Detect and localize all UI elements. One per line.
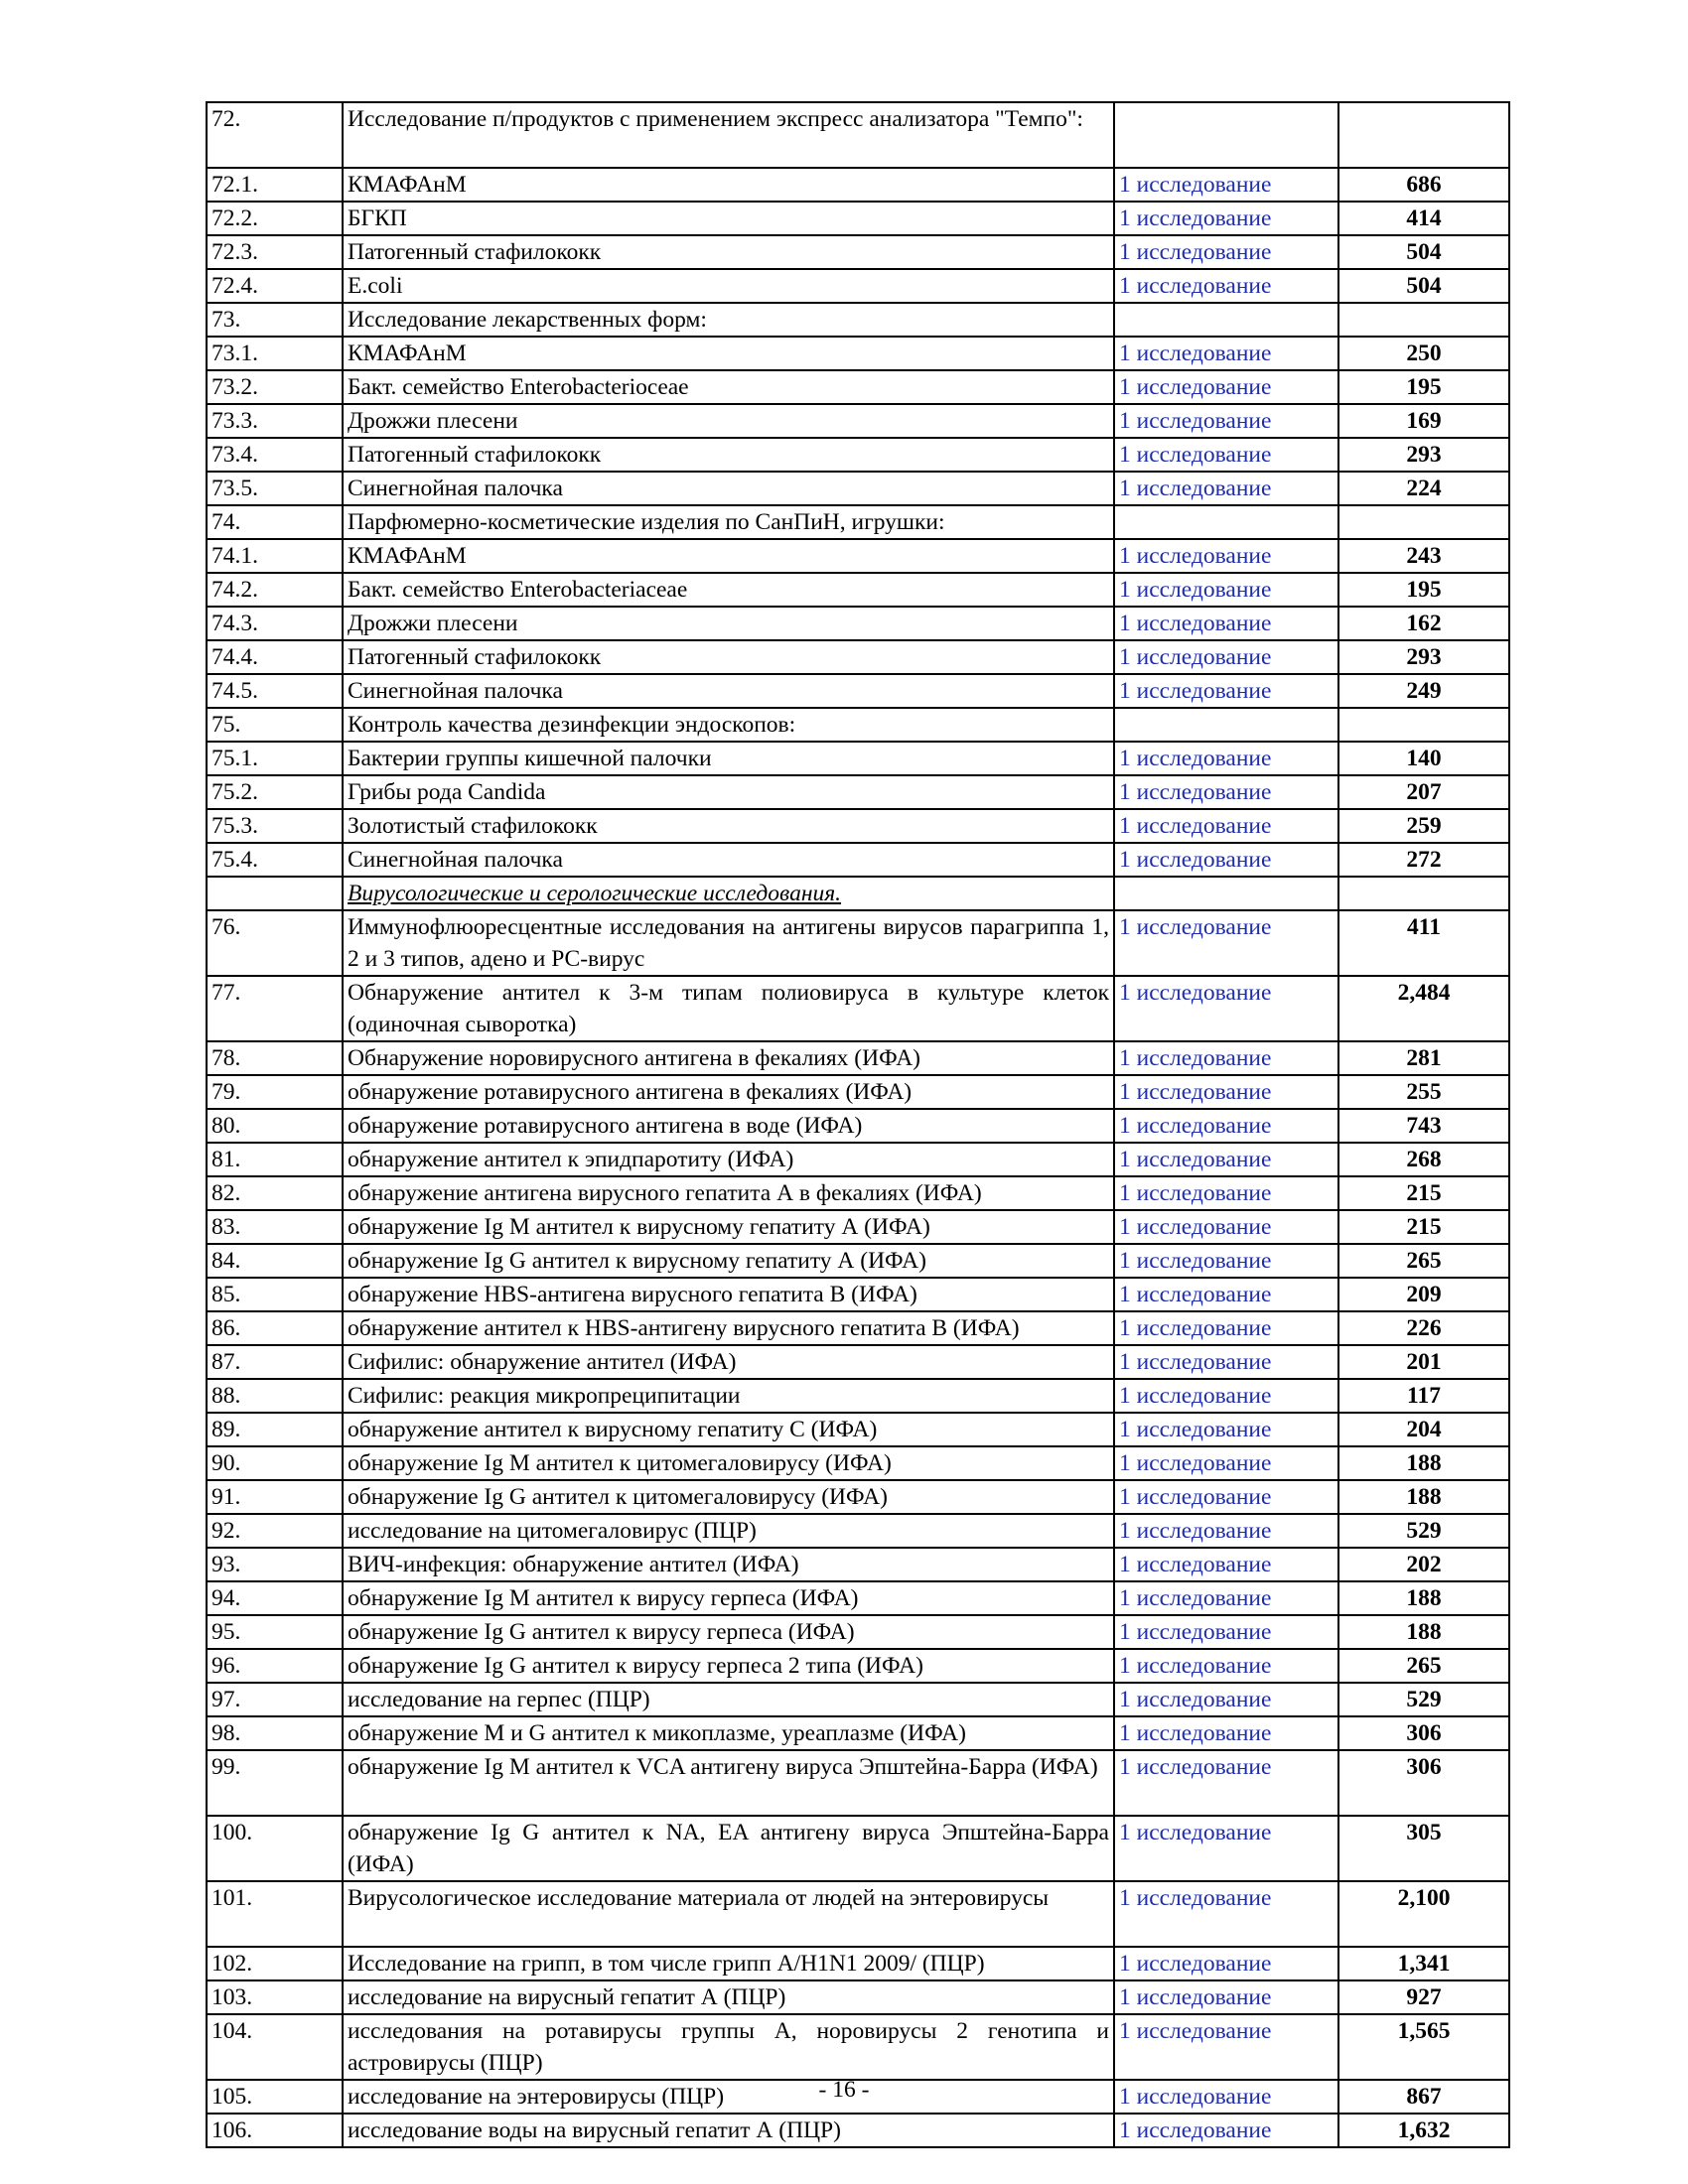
cell-unit: 1 исследование	[1114, 1750, 1338, 1816]
table-row	[207, 2014, 1509, 2080]
cell-price: 504	[1338, 269, 1509, 303]
cell-item-number: 76.	[207, 910, 343, 976]
cell-price: 209	[1338, 1278, 1509, 1311]
cell-service-name: КМАФАнМ	[343, 539, 1114, 573]
table-row	[207, 1413, 1509, 1446]
cell-item-number: 74.2.	[207, 573, 343, 607]
cell-price: 117	[1338, 1379, 1509, 1413]
cell-unit: 1 исследование	[1114, 1816, 1338, 1881]
cell-item-number: 74.5.	[207, 674, 343, 708]
cell-price	[1338, 303, 1509, 337]
cell-unit: 1 исследование	[1114, 775, 1338, 809]
cell-service-name: Синегнойная палочка	[343, 674, 1114, 708]
cell-unit: 1 исследование	[1114, 370, 1338, 404]
table-row	[207, 640, 1509, 674]
cell-unit: 1 исследование	[1114, 269, 1338, 303]
cell-service-name: Бакт. семейство Enterobacteriaceae	[343, 573, 1114, 607]
cell-service-name: исследование на герпес (ПЦР)	[343, 1683, 1114, 1716]
table-row	[207, 1244, 1509, 1278]
cell-price: 927	[1338, 1980, 1509, 2014]
cell-service-name: обнаружение антигена вирусного гепатита А в фекалиях (ИФА)	[343, 1176, 1114, 1210]
cell-item-number: 101.	[207, 1881, 343, 1947]
cell-unit: 1 исследование	[1114, 202, 1338, 235]
cell-item-number: 79.	[207, 1075, 343, 1109]
cell-service-name: обнаружение Ig G антител к цитомегаловирусу (ИФА)	[343, 1480, 1114, 1514]
cell-unit: 1 исследование	[1114, 742, 1338, 775]
cell-price: 201	[1338, 1345, 1509, 1379]
cell-unit: 1 исследование	[1114, 2014, 1338, 2080]
cell-service-name: Сифилис: обнаружение антител (ИФА)	[343, 1345, 1114, 1379]
cell-service-name: Вирусологические и серологические исследования.	[343, 877, 1114, 910]
cell-unit: 1 исследование	[1114, 1683, 1338, 1716]
cell-price: 281	[1338, 1041, 1509, 1075]
cell-unit: 1 исследование	[1114, 1244, 1338, 1278]
cell-item-number: 72.	[207, 102, 343, 168]
table-row	[207, 1816, 1509, 1881]
table-row	[207, 1750, 1509, 1816]
table-row	[207, 102, 1509, 168]
cell-price	[1338, 102, 1509, 168]
cell-service-name: обнаружение Ig M антител к цитомегаловирусу (ИФА)	[343, 1446, 1114, 1480]
cell-service-name: исследование на цитомегаловирус (ПЦР)	[343, 1514, 1114, 1548]
table-row	[207, 742, 1509, 775]
cell-unit: 1 исследование	[1114, 1210, 1338, 1244]
table-row	[207, 1210, 1509, 1244]
cell-price: 265	[1338, 1244, 1509, 1278]
cell-service-name: ВИЧ-инфекция: обнаружение антител (ИФА)	[343, 1548, 1114, 1581]
cell-price: 1,632	[1338, 2114, 1509, 2147]
cell-service-name: обнаружение Ig M антител к вирусу герпеса (ИФА)	[343, 1581, 1114, 1615]
cell-unit: 1 исследование	[1114, 235, 1338, 269]
cell-service-name: обнаружение антител к HBS-антигену вирусного гепатита В (ИФА)	[343, 1311, 1114, 1345]
table-row	[207, 607, 1509, 640]
cell-service-name: Золотистый стафилококк	[343, 809, 1114, 843]
cell-item-number: 84.	[207, 1244, 343, 1278]
cell-unit	[1114, 877, 1338, 910]
cell-item-number: 89.	[207, 1413, 343, 1446]
cell-service-name: Исследование п/продуктов с применением экспресс анализатора "Темпо":	[343, 102, 1114, 168]
cell-price: 207	[1338, 775, 1509, 809]
cell-item-number: 88.	[207, 1379, 343, 1413]
cell-price: 226	[1338, 1311, 1509, 1345]
table-row	[207, 472, 1509, 505]
cell-unit: 1 исследование	[1114, 1716, 1338, 1750]
cell-price: 305	[1338, 1816, 1509, 1881]
cell-item-number: 86.	[207, 1311, 343, 1345]
cell-service-name: обнаружение антител к вирусному гепатиту С (ИФА)	[343, 1413, 1114, 1446]
table-row	[207, 1041, 1509, 1075]
cell-unit: 1 исследование	[1114, 1413, 1338, 1446]
cell-service-name: обнаружение ротавирусного антигена в фекалиях (ИФА)	[343, 1075, 1114, 1109]
table-row	[207, 910, 1509, 976]
cell-item-number: 73.2.	[207, 370, 343, 404]
cell-price: 188	[1338, 1615, 1509, 1649]
cell-unit: 1 исследование	[1114, 809, 1338, 843]
cell-price: 306	[1338, 1750, 1509, 1816]
cell-price: 169	[1338, 404, 1509, 438]
cell-price: 504	[1338, 235, 1509, 269]
cell-unit: 1 исследование	[1114, 1446, 1338, 1480]
cell-service-name: исследование воды на вирусный гепатит А (ПЦР)	[343, 2114, 1114, 2147]
table-row	[207, 1311, 1509, 1345]
cell-item-number: 73.3.	[207, 404, 343, 438]
cell-item-number: 80.	[207, 1109, 343, 1143]
cell-item-number: 100.	[207, 1816, 343, 1881]
price-table	[206, 101, 1510, 2148]
cell-price: 259	[1338, 809, 1509, 843]
cell-service-name: исследование на вирусный гепатит А (ПЦР)	[343, 1980, 1114, 2014]
cell-item-number: 92.	[207, 1514, 343, 1548]
cell-price: 188	[1338, 1581, 1509, 1615]
table-row	[207, 202, 1509, 235]
cell-unit	[1114, 102, 1338, 168]
table-row	[207, 1446, 1509, 1480]
cell-service-name: Синегнойная палочка	[343, 843, 1114, 877]
cell-unit: 1 исследование	[1114, 1109, 1338, 1143]
cell-unit: 1 исследование	[1114, 1278, 1338, 1311]
cell-item-number: 78.	[207, 1041, 343, 1075]
cell-unit: 1 исследование	[1114, 573, 1338, 607]
cell-price: 195	[1338, 370, 1509, 404]
cell-service-name: исследования на ротавирусы группы А, норовирусы 2 генотипа и астровирусы (ПЦР)	[343, 2014, 1114, 2080]
cell-service-name: Парфюмерно-косметические изделия по СанПиН, игрушки:	[343, 505, 1114, 539]
table-row	[207, 2114, 1509, 2147]
cell-unit: 1 исследование	[1114, 1514, 1338, 1548]
cell-unit: 1 исследование	[1114, 976, 1338, 1041]
table-row	[207, 1581, 1509, 1615]
cell-price: 215	[1338, 1210, 1509, 1244]
cell-price: 2,100	[1338, 1881, 1509, 1947]
table-row	[207, 303, 1509, 337]
table-row	[207, 674, 1509, 708]
cell-price: 162	[1338, 607, 1509, 640]
cell-price: 867	[1338, 2080, 1509, 2114]
cell-service-name: Патогенный стафилококк	[343, 640, 1114, 674]
cell-service-name: Дрожжи плесени	[343, 404, 1114, 438]
table-row	[207, 168, 1509, 202]
cell-service-name: Патогенный стафилококк	[343, 235, 1114, 269]
cell-service-name: Бактерии группы кишечной палочки	[343, 742, 1114, 775]
cell-unit: 1 исследование	[1114, 472, 1338, 505]
cell-item-number: 106.	[207, 2114, 343, 2147]
cell-service-name: Грибы рода Candida	[343, 775, 1114, 809]
cell-unit	[1114, 303, 1338, 337]
cell-unit: 1 исследование	[1114, 1075, 1338, 1109]
cell-service-name: обнаружение M и G антител к микоплазме, уреаплазме (ИФА)	[343, 1716, 1114, 1750]
cell-service-name: Бакт. семейство Enterobacterioceae	[343, 370, 1114, 404]
cell-price: 215	[1338, 1176, 1509, 1210]
cell-price: 1,565	[1338, 2014, 1509, 2080]
cell-item-number: 74.1.	[207, 539, 343, 573]
table-row	[207, 404, 1509, 438]
table-row	[207, 1649, 1509, 1683]
cell-item-number: 87.	[207, 1345, 343, 1379]
cell-price: 188	[1338, 1446, 1509, 1480]
cell-service-name: Дрожжи плесени	[343, 607, 1114, 640]
cell-item-number: 82.	[207, 1176, 343, 1210]
cell-item-number: 74.3.	[207, 607, 343, 640]
cell-unit: 1 исследование	[1114, 640, 1338, 674]
cell-unit: 1 исследование	[1114, 1345, 1338, 1379]
cell-unit: 1 исследование	[1114, 1480, 1338, 1514]
cell-unit: 1 исследование	[1114, 1980, 1338, 2014]
cell-price: 249	[1338, 674, 1509, 708]
cell-item-number: 72.1.	[207, 168, 343, 202]
cell-item-number: 94.	[207, 1581, 343, 1615]
cell-item-number: 85.	[207, 1278, 343, 1311]
cell-unit: 1 исследование	[1114, 1176, 1338, 1210]
cell-price: 743	[1338, 1109, 1509, 1143]
cell-item-number: 104.	[207, 2014, 343, 2080]
cell-unit: 1 исследование	[1114, 438, 1338, 472]
table-row	[207, 775, 1509, 809]
cell-service-name: Обнаружение норовирусного антигена в фекалиях (ИФА)	[343, 1041, 1114, 1075]
cell-unit: 1 исследование	[1114, 168, 1338, 202]
table-row	[207, 1881, 1509, 1947]
table-row	[207, 1980, 1509, 2014]
cell-service-name: КМАФАнМ	[343, 168, 1114, 202]
cell-service-name: обнаружение Ig M антител к VCA антигену вируса Эпштейна-Барра (ИФА)	[343, 1750, 1114, 1816]
table-row	[207, 539, 1509, 573]
cell-item-number	[207, 877, 343, 910]
table-row	[207, 843, 1509, 877]
cell-service-name: обнаружение ротавирусного антигена в воде (ИФА)	[343, 1109, 1114, 1143]
cell-service-name: обнаружение Ig G антител к вирусу герпеса (ИФА)	[343, 1615, 1114, 1649]
cell-item-number: 102.	[207, 1947, 343, 1980]
cell-unit: 1 исследование	[1114, 1379, 1338, 1413]
cell-price: 268	[1338, 1143, 1509, 1176]
price-table-body	[207, 102, 1509, 2147]
table-row	[207, 269, 1509, 303]
cell-service-name: Исследование на грипп, в том числе грипп А/H1N1 2009/ (ПЦР)	[343, 1947, 1114, 1980]
cell-price	[1338, 505, 1509, 539]
cell-item-number: 75.3.	[207, 809, 343, 843]
cell-price: 204	[1338, 1413, 1509, 1446]
cell-unit	[1114, 708, 1338, 742]
cell-service-name: БГКП	[343, 202, 1114, 235]
table-row	[207, 1278, 1509, 1311]
table-row	[207, 438, 1509, 472]
cell-item-number: 99.	[207, 1750, 343, 1816]
cell-item-number: 75.	[207, 708, 343, 742]
cell-price: 265	[1338, 1649, 1509, 1683]
cell-item-number: 72.4.	[207, 269, 343, 303]
table-row	[207, 1514, 1509, 1548]
cell-price: 529	[1338, 1683, 1509, 1716]
cell-unit: 1 исследование	[1114, 843, 1338, 877]
cell-unit: 1 исследование	[1114, 1947, 1338, 1980]
cell-unit: 1 исследование	[1114, 1881, 1338, 1947]
cell-service-name: обнаружение Ig M антител к вирусному гепатиту А (ИФА)	[343, 1210, 1114, 1244]
cell-item-number: 77.	[207, 976, 343, 1041]
cell-unit: 1 исследование	[1114, 404, 1338, 438]
cell-price: 411	[1338, 910, 1509, 976]
table-row	[207, 708, 1509, 742]
cell-price: 529	[1338, 1514, 1509, 1548]
cell-item-number: 81.	[207, 1143, 343, 1176]
cell-item-number: 97.	[207, 1683, 343, 1716]
cell-service-name: Синегнойная палочка	[343, 472, 1114, 505]
cell-item-number: 90.	[207, 1446, 343, 1480]
table-row	[207, 1716, 1509, 1750]
cell-service-name: Обнаружение антител к 3-м типам полиовируса в культуре клеток (одиночная сыворотка)	[343, 976, 1114, 1041]
cell-item-number: 73.5.	[207, 472, 343, 505]
cell-service-name: обнаружение Ig G антител к вирусу герпеса 2 типа (ИФА)	[343, 1649, 1114, 1683]
cell-service-name: обнаружение Ig G антител к вирусному гепатиту А (ИФА)	[343, 1244, 1114, 1278]
cell-unit: 1 исследование	[1114, 337, 1338, 370]
cell-item-number: 72.3.	[207, 235, 343, 269]
table-row	[207, 370, 1509, 404]
cell-unit: 1 исследование	[1114, 1311, 1338, 1345]
table-row	[207, 1947, 1509, 1980]
table-row	[207, 877, 1509, 910]
cell-price: 140	[1338, 742, 1509, 775]
cell-unit: 1 исследование	[1114, 607, 1338, 640]
table-row	[207, 1480, 1509, 1514]
cell-unit	[1114, 505, 1338, 539]
cell-item-number: 73.4.	[207, 438, 343, 472]
cell-price: 224	[1338, 472, 1509, 505]
cell-item-number: 74.	[207, 505, 343, 539]
table-row	[207, 1379, 1509, 1413]
cell-item-number: 75.1.	[207, 742, 343, 775]
cell-item-number: 103.	[207, 1980, 343, 2014]
cell-item-number: 73.1.	[207, 337, 343, 370]
table-row	[207, 976, 1509, 1041]
table-row	[207, 505, 1509, 539]
cell-item-number: 98.	[207, 1716, 343, 1750]
cell-item-number: 96.	[207, 1649, 343, 1683]
table-row	[207, 337, 1509, 370]
cell-price: 255	[1338, 1075, 1509, 1109]
table-row	[207, 1615, 1509, 1649]
cell-price: 686	[1338, 168, 1509, 202]
cell-item-number: 73.	[207, 303, 343, 337]
table-row	[207, 1176, 1509, 1210]
cell-price: 2,484	[1338, 976, 1509, 1041]
table-row	[207, 1683, 1509, 1716]
cell-unit: 1 исследование	[1114, 674, 1338, 708]
cell-service-name: Исследование лекарственных форм:	[343, 303, 1114, 337]
table-row	[207, 1075, 1509, 1109]
cell-item-number: 72.2.	[207, 202, 343, 235]
cell-unit: 1 исследование	[1114, 1143, 1338, 1176]
cell-price: 243	[1338, 539, 1509, 573]
cell-price: 293	[1338, 640, 1509, 674]
cell-price: 272	[1338, 843, 1509, 877]
cell-unit: 1 исследование	[1114, 1649, 1338, 1683]
cell-service-name: обнаружение HBS-антигена вирусного гепатита В (ИФА)	[343, 1278, 1114, 1311]
cell-price: 293	[1338, 438, 1509, 472]
cell-unit: 1 исследование	[1114, 1581, 1338, 1615]
cell-unit: 1 исследование	[1114, 2080, 1338, 2114]
cell-service-name: обнаружение антител к эпидпаротиту (ИФА)	[343, 1143, 1114, 1176]
cell-unit: 1 исследование	[1114, 1041, 1338, 1075]
cell-service-name: Вирусологическое исследование материала от людей на энтеровирусы	[343, 1881, 1114, 1947]
cell-service-name: E.coli	[343, 269, 1114, 303]
cell-unit: 1 исследование	[1114, 2114, 1338, 2147]
cell-item-number: 91.	[207, 1480, 343, 1514]
cell-price: 414	[1338, 202, 1509, 235]
cell-price: 306	[1338, 1716, 1509, 1750]
table-row	[207, 235, 1509, 269]
cell-price: 188	[1338, 1480, 1509, 1514]
cell-unit: 1 исследование	[1114, 910, 1338, 976]
cell-price: 1,341	[1338, 1947, 1509, 1980]
table-row	[207, 573, 1509, 607]
cell-item-number: 75.2.	[207, 775, 343, 809]
cell-item-number: 74.4.	[207, 640, 343, 674]
cell-item-number: 95.	[207, 1615, 343, 1649]
cell-item-number: 75.4.	[207, 843, 343, 877]
cell-item-number: 105.	[207, 2080, 343, 2114]
table-row	[207, 1109, 1509, 1143]
cell-item-number: 93.	[207, 1548, 343, 1581]
cell-unit: 1 исследование	[1114, 539, 1338, 573]
cell-unit: 1 исследование	[1114, 1548, 1338, 1581]
cell-price	[1338, 877, 1509, 910]
table-row	[207, 809, 1509, 843]
cell-unit: 1 исследование	[1114, 1615, 1338, 1649]
table-row	[207, 1143, 1509, 1176]
cell-service-name: исследование на энтеровирусы (ПЦР)	[343, 2080, 1114, 2114]
cell-service-name: Патогенный стафилококк	[343, 438, 1114, 472]
page-number: - 16 -	[818, 2077, 870, 2103]
cell-service-name: Сифилис: реакция микропреципитации	[343, 1379, 1114, 1413]
cell-service-name: Контроль качества дезинфекции эндоскопов:	[343, 708, 1114, 742]
cell-service-name: Иммунофлюоресцентные исследования на антигены вирусов парагриппа 1, 2 и 3 типов, адено и РС-вирус	[343, 910, 1114, 976]
cell-service-name: КМАФАнМ	[343, 337, 1114, 370]
cell-price: 202	[1338, 1548, 1509, 1581]
cell-item-number: 83.	[207, 1210, 343, 1244]
table-row	[207, 1345, 1509, 1379]
cell-price	[1338, 708, 1509, 742]
cell-price: 195	[1338, 573, 1509, 607]
table-row	[207, 1548, 1509, 1581]
cell-price: 250	[1338, 337, 1509, 370]
cell-service-name: обнаружение Ig G антител к NA, EA антигену вируса Эпштейна-Барра (ИФА)	[343, 1816, 1114, 1881]
